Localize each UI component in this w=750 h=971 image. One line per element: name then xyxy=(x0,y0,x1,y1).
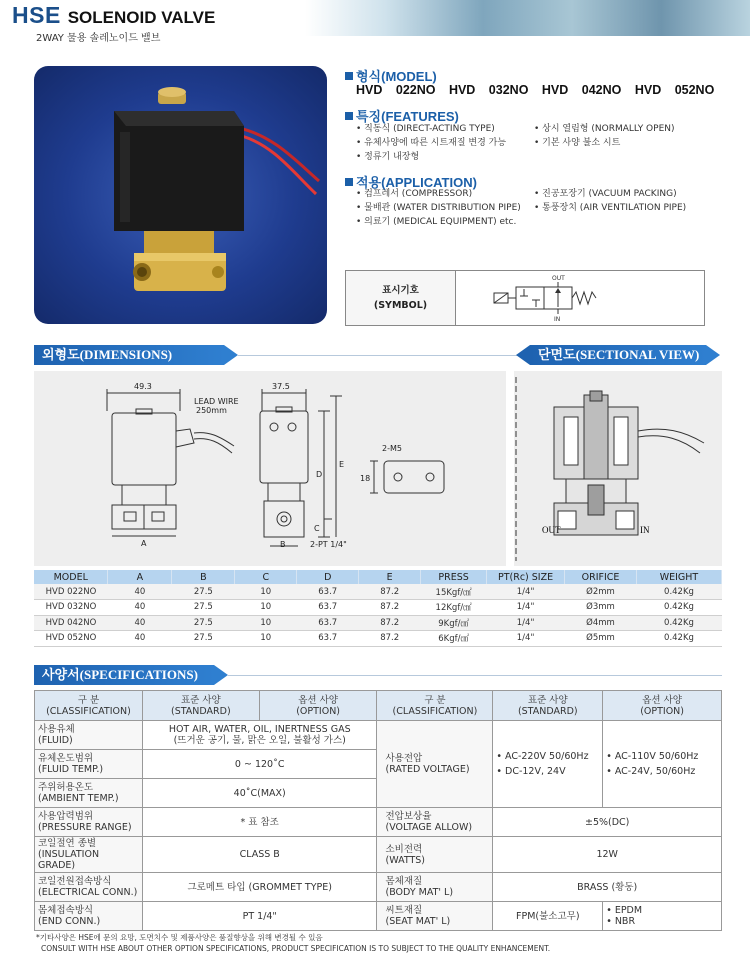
features-right-list xyxy=(534,122,675,150)
table-row xyxy=(34,600,722,616)
spec-label: 유체온도범위 (FLUID TEMP.) xyxy=(35,750,143,779)
spec-label: 전압보상율 (VOLTAGE ALLOW) xyxy=(377,808,493,837)
spec-value: • EPDM • NBR xyxy=(603,902,722,931)
spec-value: • AC-110V 50/60Hz • AC-24V, 50/60Hz xyxy=(603,721,722,808)
col-header: 옵션 사양 (OPTION) xyxy=(259,691,377,721)
spec-label: 씨트재질 (SEAT MAT' L) xyxy=(377,902,493,931)
specifications-table xyxy=(34,690,722,931)
table-cell: 63.7 xyxy=(297,631,359,647)
symbol-label: 표시기호 (SYMBOL) xyxy=(346,271,456,325)
table-row xyxy=(34,615,722,631)
square-bullet-icon xyxy=(345,72,353,80)
table-row xyxy=(34,631,722,647)
table-cell: 27.5 xyxy=(172,631,235,647)
dim-c: C xyxy=(314,524,320,533)
table-row xyxy=(34,584,722,600)
table-cell: 87.2 xyxy=(359,631,421,647)
table-cell: 87.2 xyxy=(359,600,421,616)
list-item: • 직동식 (DIRECT-ACTING TYPE) xyxy=(356,124,495,134)
spec-value: FPM(불소고무) xyxy=(493,902,603,931)
spec-value: HOT AIR, WATER, OIL, INERTNESS GAS (뜨거운 공기, 물, 맑은 오일, 불활성 가스) xyxy=(142,721,377,750)
table-cell: 0.42Kg xyxy=(636,615,721,631)
list-item: • 의료기 (MEDICAL EQUIPMENT) etc. xyxy=(356,217,517,227)
spec-value: 0 ~ 120˚C xyxy=(142,750,377,779)
solenoid-valve-illustration xyxy=(34,66,327,324)
table-cell: 0.42Kg xyxy=(636,631,721,647)
table-cell: HVD 022NO xyxy=(34,584,108,600)
brand-name: HSE xyxy=(12,2,61,28)
table-cell: HVD 052NO xyxy=(34,631,108,647)
table-cell: 27.5 xyxy=(172,615,235,631)
banner-arrow-icon xyxy=(214,665,228,685)
square-bullet-icon xyxy=(345,112,353,120)
table-cell: 40 xyxy=(108,631,172,647)
table-row xyxy=(35,902,722,931)
table-row xyxy=(35,721,722,750)
spec-value: CLASS B xyxy=(142,837,377,873)
table-cell: HVD 032NO xyxy=(34,600,108,616)
spec-label: 사용유체 (FLUID) xyxy=(35,721,143,750)
spec-label: 주위허용온도 (AMBIENT TEMP.) xyxy=(35,779,143,808)
table-cell: Ø5mm xyxy=(565,631,637,647)
dim-w2: 37.5 xyxy=(272,382,290,391)
banner-arrow-icon xyxy=(516,345,530,365)
dimensions-table xyxy=(34,570,722,647)
col-header: C xyxy=(235,570,297,584)
table-cell: Ø2mm xyxy=(565,584,637,600)
table-cell: 40 xyxy=(108,615,172,631)
table-header-row xyxy=(34,570,722,584)
table-cell: 9Kgf/㎠ xyxy=(421,615,487,631)
table-row xyxy=(35,873,722,902)
table-cell: 10 xyxy=(235,584,297,600)
list-item: • 진공포장기 (VACUUM PACKING) xyxy=(534,189,677,199)
dimensions-svg xyxy=(34,371,506,566)
dim-m5: 2-M5 xyxy=(382,444,402,453)
table-cell: 0.42Kg xyxy=(636,584,721,600)
col-header: 구 분 (CLASSIFICATION) xyxy=(377,691,493,721)
sectional-in-label: IN xyxy=(640,525,650,535)
list-item: • 상시 열림형 (NORMALLY OPEN) xyxy=(534,124,675,134)
table-cell: Ø4mm xyxy=(565,615,637,631)
dim-h18: 18 xyxy=(360,474,371,483)
table-row xyxy=(35,808,722,837)
features-heading: 특징(FEATURES) xyxy=(345,106,459,125)
valve-symbol-icon xyxy=(458,271,704,325)
dim-w1: 49.3 xyxy=(134,382,152,391)
col-header: MODEL xyxy=(34,570,108,584)
spec-label: 몸체재질 (BODY MAT' L) xyxy=(377,873,493,902)
table-row xyxy=(35,837,722,873)
col-header: 옵션 사양 (OPTION) xyxy=(603,691,722,721)
application-right-list xyxy=(534,187,686,215)
footer-note-ko: *기타사양은 HSE에 문의 요망, 도면치수 및 제품사양은 품질향상을 위해 변경될 수 있음 xyxy=(36,933,323,942)
list-item: • 컴프레서 (COMPRESSOR) xyxy=(356,189,473,199)
product-photo xyxy=(34,66,327,324)
dim-a: A xyxy=(141,539,147,548)
table-cell: 1/4" xyxy=(487,615,565,631)
table-cell: 1/4" xyxy=(487,584,565,600)
table-cell: 10 xyxy=(235,615,297,631)
spec-value: 그로메트 타입 (GROMMET TYPE) xyxy=(142,873,377,902)
dimensions-banner: 외형도(DIMENSIONS) xyxy=(34,345,224,365)
table-cell: 1/4" xyxy=(487,631,565,647)
col-header: PT(Rc) SIZE xyxy=(487,570,565,584)
symbol-out-label: OUT xyxy=(552,275,565,282)
model-heading: 형식(MODEL) xyxy=(345,66,437,85)
divider xyxy=(238,355,518,356)
table-header-row xyxy=(35,691,722,721)
table-cell: 1/4" xyxy=(487,600,565,616)
spec-value: * 표 참조 xyxy=(142,808,377,837)
symbol-box xyxy=(345,270,705,326)
col-header: D xyxy=(297,570,359,584)
lead-wire-length: 250mm xyxy=(196,406,227,415)
model-list: HVD 022NO HVD 032NO HVD 042NO HVD 052NO xyxy=(356,83,715,97)
table-cell: 15Kgf/㎠ xyxy=(421,584,487,600)
banner-arrow-icon xyxy=(224,345,238,365)
col-header: WEIGHT xyxy=(636,570,721,584)
table-cell: 63.7 xyxy=(297,584,359,600)
application-heading: 적용(APPLICATION) xyxy=(345,172,477,191)
list-item: • 유체사양에 따른 시트재질 변경 가능 xyxy=(356,138,507,148)
table-cell: 40 xyxy=(108,600,172,616)
list-item: • 정류기 내장형 xyxy=(356,152,420,162)
table-cell: 87.2 xyxy=(359,615,421,631)
dim-pt: 2-PT 1/4" xyxy=(310,540,347,549)
header-banner-image xyxy=(305,0,750,36)
spec-value: 12W xyxy=(493,837,722,873)
sectional-out-label: OUT xyxy=(542,525,561,535)
sectional-svg xyxy=(514,371,722,566)
col-header: A xyxy=(108,570,172,584)
spec-label: 소비전력 (WATTS) xyxy=(377,837,493,873)
spec-label: 사용전압 (RATED VOLTAGE) xyxy=(377,721,493,808)
dimensions-drawing xyxy=(34,371,506,566)
col-header: 표준 사양 (STANDARD) xyxy=(493,691,603,721)
spec-label: 코일전원접속방식 (ELECTRICAL CONN.) xyxy=(35,873,143,902)
table-cell: Ø3mm xyxy=(565,600,637,616)
page-title xyxy=(12,2,215,29)
list-item: • 물배관 (WATER DISTRIBUTION PIPE) xyxy=(356,203,521,213)
banner-arrow-icon xyxy=(706,345,720,365)
page-subtitle: 2WAY 물용 솔레노이드 밸브 xyxy=(36,33,161,44)
sectional-drawing xyxy=(514,371,722,566)
application-left-list xyxy=(356,187,521,229)
col-header: 구 분 (CLASSIFICATION) xyxy=(35,691,143,721)
footer-note-en: CONSULT WITH HSE ABOUT OTHER OPTION SPECIFICATIONS, PRODUCT SPECIFICATION IS TO SUBJECT TO THE QUALITY ENHANCEMENT. xyxy=(41,944,551,953)
features-left-list xyxy=(356,122,506,164)
specifications-banner: 사양서(SPECIFICATIONS) xyxy=(34,665,214,685)
spec-value: PT 1/4" xyxy=(142,902,377,931)
list-item: • 통풍장치 (AIR VENTILATION PIPE) xyxy=(534,203,687,213)
spec-label: 코일절연 종별 (INSULATION GRADE) xyxy=(35,837,143,873)
spec-value: BRASS (황동) xyxy=(493,873,722,902)
spec-value: • AC-220V 50/60Hz • DC-12V, 24V xyxy=(493,721,603,808)
lead-wire-label: LEAD WIRE xyxy=(194,397,239,406)
spec-label: 몸체접속방식 (END CONN.) xyxy=(35,902,143,931)
table-cell: 6Kgf/㎠ xyxy=(421,631,487,647)
square-bullet-icon xyxy=(345,178,353,186)
col-header: ORIFICE xyxy=(565,570,637,584)
table-cell: 0.42Kg xyxy=(636,600,721,616)
col-header: B xyxy=(172,570,235,584)
spec-label: 사용압력범위 (PRESSURE RANGE) xyxy=(35,808,143,837)
symbol-in-label: IN xyxy=(554,316,561,323)
spec-value: 40˚C(MAX) xyxy=(142,779,377,808)
table-cell: 10 xyxy=(235,600,297,616)
dim-e: E xyxy=(339,460,345,469)
table-cell: 63.7 xyxy=(297,600,359,616)
table-cell: 12Kgf/㎠ xyxy=(421,600,487,616)
table-cell: 87.2 xyxy=(359,584,421,600)
col-header: 표준 사양 (STANDARD) xyxy=(142,691,259,721)
sectional-banner: 단면도(SECTIONAL VIEW) xyxy=(530,345,706,365)
dim-d: D xyxy=(316,470,323,479)
list-item: • 기본 사양 불소 시트 xyxy=(534,138,621,148)
table-cell: 27.5 xyxy=(172,584,235,600)
title-text: SOLENOID VALVE xyxy=(67,8,216,27)
table-cell: 27.5 xyxy=(172,600,235,616)
col-header: PRESS xyxy=(421,570,487,584)
dim-b: B xyxy=(280,540,286,549)
col-header: E xyxy=(359,570,421,584)
table-cell: HVD 042NO xyxy=(34,615,108,631)
table-cell: 10 xyxy=(235,631,297,647)
spec-value: ±5%(DC) xyxy=(493,808,722,837)
table-cell: 40 xyxy=(108,584,172,600)
table-cell: 63.7 xyxy=(297,615,359,631)
divider xyxy=(228,675,722,676)
